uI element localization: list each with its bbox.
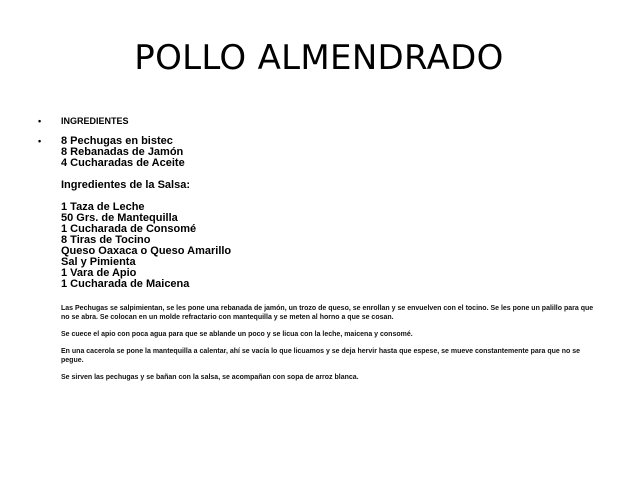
- sauce-ingredient-item: 8 Tiras de Tocino: [61, 234, 151, 246]
- sauce-ingredient-item: Queso Oaxaca o Queso Amarillo: [61, 245, 232, 257]
- bullet-dot: •: [38, 116, 42, 126]
- sauce-heading: Ingredientes de la Salsa:: [61, 179, 190, 191]
- ingredient-item: 4 Cucharadas de Aceite: [61, 157, 185, 169]
- ingredients-heading: INGREDIENTES: [61, 116, 129, 126]
- ingredient-item: 8 Pechugas en bistec: [61, 135, 173, 147]
- step-paragraph: Las Pechugas se salpimientan, se les pone una rebanada de jamón, un trozo de queso, se enrollan y se envuelven con el tocino. Se les pone un palillo para que no se abra. Se colocan en un molde refractario con mantequilla y se meten al horno a que se cosan.: [61, 305, 594, 321]
- ingredient-item: 8 Rebanadas de Jamón: [61, 146, 184, 158]
- step-paragraph: Se cuece el apio con poca agua para que se ablande un poco y se licua con la leche, maicena y consomé.: [61, 331, 413, 338]
- bullet-dot: •: [38, 136, 42, 146]
- sauce-ingredient-item: 1 Taza de Leche: [61, 201, 145, 213]
- ingredient-content: [61, 136, 621, 290]
- step-paragraph: En una cacerola se pone la mantequilla a calentar, ahí se vacía lo que licuamos y se deja hervir hasta que espese, se mueve constantemente para que no se pegue.: [61, 348, 580, 364]
- step-paragraph: Se sirven las pechugas y se bañan con la salsa, se acompañan con sopa de arroz blanca.: [61, 374, 359, 381]
- sauce-ingredient-item: 50 Grs. de Mantequilla: [61, 212, 178, 224]
- slide-title: POLLO ALMENDRADO: [134, 38, 504, 78]
- sauce-ingredient-item: 1 Cucharada de Maicena: [61, 278, 190, 290]
- sauce-ingredient-item: Sal y Pimienta: [61, 256, 136, 268]
- preparation-steps: [61, 304, 606, 382]
- sauce-ingredient-item: 1 Vara de Apio: [61, 267, 137, 279]
- sauce-ingredient-item: 1 Cucharada de Consomé: [61, 223, 197, 235]
